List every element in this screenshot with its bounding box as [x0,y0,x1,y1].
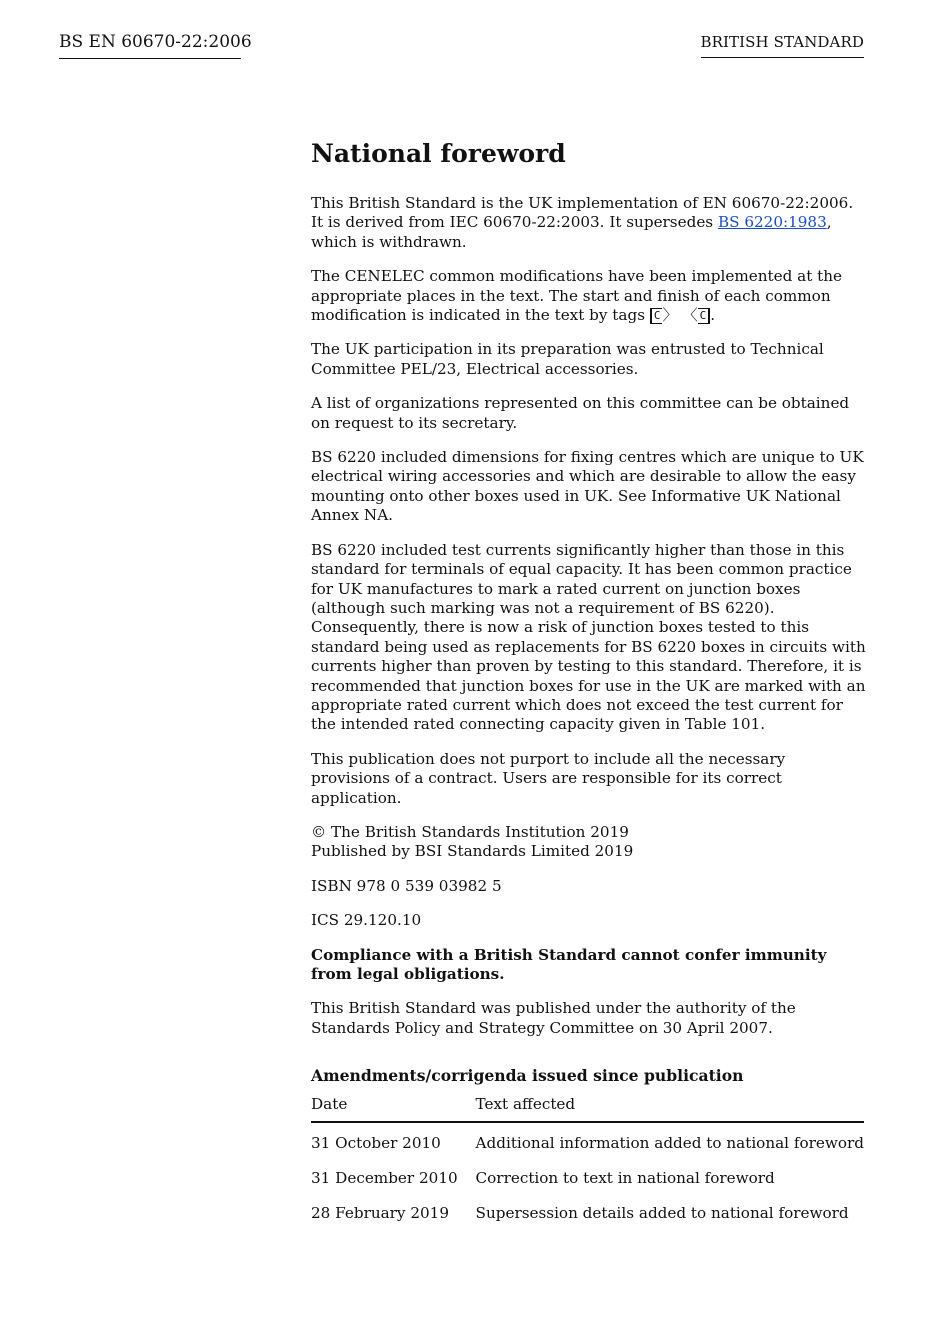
amendment-date: 31 December 2010 [311,1169,458,1188]
ics-line: ICS 29.120.10 [311,911,422,930]
column-header-date: Date [311,1090,476,1122]
amendments-header-row [311,1090,864,1122]
foreword-body [311,138,866,1228]
copyright-block [311,823,866,862]
paragraph-cenelec-end: . [710,306,716,325]
isbn-line: ISBN 978 0 539 03982 5 [311,876,502,895]
compliance-statement: Compliance with a British Standard cannot confer immunity from legal obligations. [311,945,827,983]
amendment-text: Correction to text in national foreword [475,1169,775,1188]
amendment-date: 28 February 2019 [311,1204,449,1223]
amendments-heading: Amendments/corrigenda issued since publication [311,1066,744,1086]
publisher-line: Published by BSI Standards Limited 2019 [311,842,634,861]
amendments-table [311,1090,864,1228]
authority-statement: This British Standard was published under the authority of the Standards Policy and Strategy Committee on 30 April 2007. [311,999,796,1037]
paragraph-implementation-text: This British Standard is the UK implementation of EN 60670-22:2006. It is derived from IEC 60670-22:2003. It supersedes [311,194,854,232]
paragraph-organizations: A list of organizations represented on this committee can be obtained on request to its secretary. [311,394,850,432]
table-row [311,1122,864,1158]
amendment-text: Supersession details added to national foreword [475,1204,849,1223]
amendment-text: Additional information added to national foreword [475,1134,864,1153]
paragraph-implementation [311,194,866,252]
header-series-label: BRITISH STANDARD [701,31,865,58]
paragraph-implementation-end: , which is withdrawn. [311,213,832,251]
paragraph-cenelec-text: The CENELEC common modifications have been implemented at the appropriate places in the text. The start and finish of each common modification is indicated in the text by tags [311,267,842,325]
paragraph-fixing-centres: BS 6220 included dimensions for fixing centres which are unique to UK electrical wiring accessories and which are desirable to allow the easy mounting onto other boxes used in UK. See Informative UK National Annex NA. [311,448,864,525]
header-document-id: BS EN 60670-22:2006 [59,30,241,59]
amendment-date: 31 October 2010 [311,1134,441,1153]
column-header-text-affected: Text affected [476,1090,864,1122]
paragraph-committee: The UK participation in its preparation was entrusted to Technical Committee PEL/23, Electrical accessories. [311,340,824,378]
start-tag-icon: C [650,308,663,324]
paragraph-contract: This publication does not purport to include all the necessary provisions of a contract. Users are responsible for its correct application. [311,749,786,807]
paragraph-cenelec: The CENELEC common modifications have been implemented at the appropriate places in the text. The start and finish of each common modification is indicated in the text by tags C 〉 〈 C . [311,267,842,325]
copyright-line: © The British Standards Institution 2019 [311,822,629,841]
page-title: National foreword [311,139,566,168]
paragraph-test-currents: BS 6220 included test currents significantly higher than those in this standard for terminals of equal capacity. It has been common practice for UK manufactures to mark a rated current on junction boxes (although such marking was not a requirement of BS 6220). Consequently, there is now a risk of junction boxes tested to this standard being used as replacements for BS 6220 boxes in circuits with currents higher than proven by testing to this standard. Therefore, it is recommended that junction boxes for use in the UK are marked with an appropriate rated current which does not exceed the test current for the intended rated connecting capacity given in Table 101. [311,540,866,734]
superseded-standard-link[interactable]: BS 6220:1983 [717,213,827,232]
table-row [311,1158,864,1193]
table-row [311,1193,864,1228]
end-tag-icon: C [698,308,711,324]
